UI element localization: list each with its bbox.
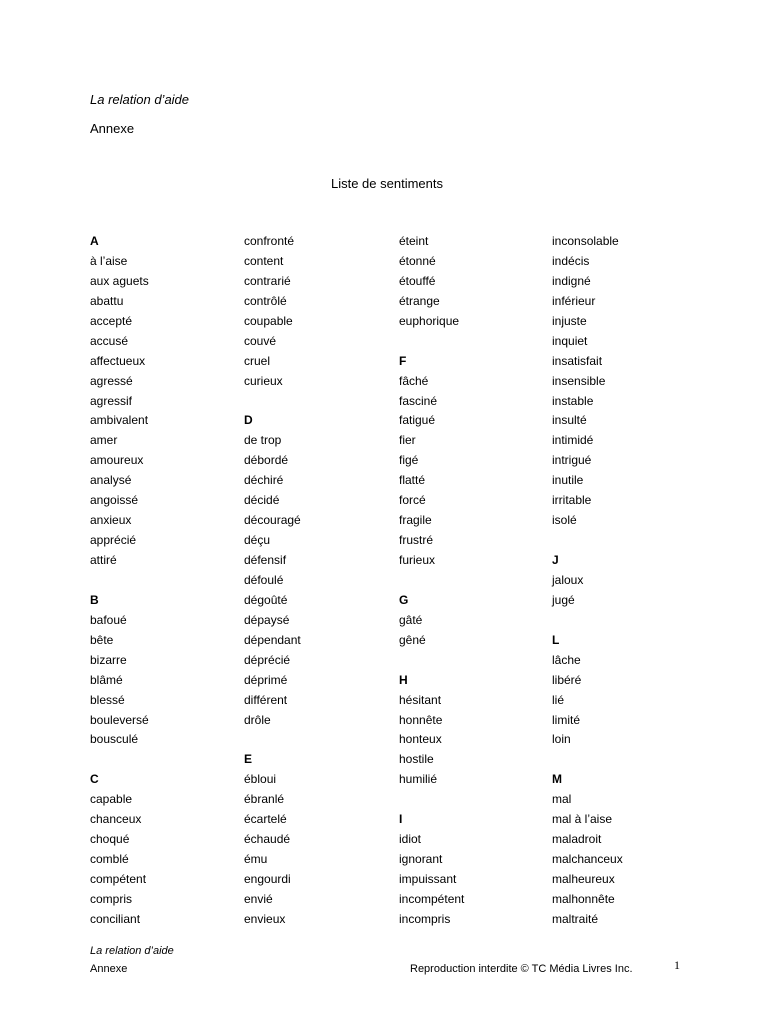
feeling-word: fier [399,433,416,448]
section-letter: J [552,553,559,567]
feeling-word: honnête [399,712,443,727]
feeling-word: injuste [552,313,587,328]
feeling-word: mal à l’aise [552,812,613,827]
feeling-word: loin [552,732,571,747]
feeling-word: défoulé [244,572,284,587]
feeling-word: mal [552,792,572,807]
feeling-word: ébranlé [244,792,285,807]
feeling-word: lâche [552,652,581,667]
feeling-word: défensif [244,553,287,567]
section-letter: G [399,592,409,607]
feeling-word: capable [90,792,133,807]
spacer [399,790,549,810]
feeling-word: fragile [399,513,432,528]
feeling-word: hésitant [399,692,442,707]
spacer [90,750,240,770]
section-letter: I [399,812,403,827]
feeling-word: aux aguets [90,273,149,288]
feeling-word: content [244,253,284,268]
section-letter: D [244,413,253,428]
feeling-word: agressé [90,373,133,388]
feeling-word: engourdi [244,872,291,886]
feeling-word: idiot [399,832,422,847]
feeling-word: fasciné [399,393,438,408]
feeling-word: limité [552,712,581,727]
feeling-word: malchanceux [552,852,623,867]
feeling-word: insatisfait [552,353,603,368]
feeling-word: déchiré [244,473,284,488]
spacer [552,531,702,551]
feeling-word: cruel [244,353,271,368]
feeling-word: ému [244,852,268,867]
feeling-word: flatté [399,473,426,488]
feeling-word: intimidé [552,433,594,448]
feeling-word: incompétent [399,891,465,906]
feeling-word: maltraité [552,911,599,926]
feeling-word: attiré [90,553,117,567]
feeling-word: lié [552,692,565,707]
list-title-text: Liste de sentiments [330,176,443,191]
feeling-word: malhonnête [552,891,615,906]
feeling-word: couvé [244,333,277,348]
feeling-word: étrange [399,293,440,308]
feeling-word: affectueux [90,353,146,368]
feeling-word: bousculé [90,732,139,747]
feeling-word: malheureux [552,872,615,886]
feeling-word: hostile [399,752,434,767]
feeling-word: maladroit [552,832,602,847]
feeling-word: insulté [552,413,587,428]
feeling-word: drôle [244,712,271,727]
feeling-word: frustré [399,533,434,548]
feeling-word: confronté [244,234,295,248]
feeling-word: agressif [90,393,133,408]
feeling-word: écartelé [244,812,287,827]
feeling-word: accusé [90,333,129,348]
footer-subtitle: Annexe [90,963,128,975]
feeling-word: blessé [90,692,125,707]
footer-copyright: Reproduction interdite © TC Média Livres Inc. [410,963,633,975]
feeling-word: fatigué [399,413,436,428]
feeling-word: irritable [552,493,592,508]
feeling-word: ébloui [244,772,277,787]
feeling-word: débordé [244,453,289,468]
feeling-word: libéré [552,672,582,687]
spacer [244,730,394,750]
feeling-word: anxieux [90,513,132,528]
spacer [399,651,549,671]
document-title: La relation d’aide [90,92,190,107]
feeling-word: déprécié [244,652,291,667]
feeling-word: inférieur [552,293,596,308]
column-4 [552,232,702,930]
feeling-word: coupable [244,313,293,328]
feeling-word: échaudé [244,832,291,847]
spacer [552,750,702,770]
section-letter: M [552,772,562,787]
feeling-word: conciliant [90,911,141,926]
feeling-word: différent [244,692,288,707]
feeling-word: inconsolable [552,234,619,248]
feeling-word: de trop [244,433,282,448]
column-2 [244,232,394,930]
column-1 [90,232,240,930]
list-title [0,176,768,191]
section-letter: C [90,772,99,787]
feeling-word: furieux [399,553,436,567]
feeling-word: ambivalent [90,413,149,428]
feeling-word: comblé [90,852,129,867]
document-subtitle: Annexe [90,121,135,136]
feeling-word: isolé [552,513,577,528]
spacer [90,571,240,591]
feeling-word: bouleversé [90,712,149,727]
feeling-word: choqué [90,832,130,847]
feeling-word: bête [90,632,114,647]
feeling-word: inutile [552,473,584,488]
feeling-word: inquiet [552,333,588,348]
feeling-word: contrôlé [244,293,287,308]
spacer [552,611,702,631]
spacer [399,332,549,352]
feeling-word: insensible [552,373,606,388]
section-letter: B [90,592,99,607]
feeling-word: étonné [399,253,436,268]
feeling-word: ignorant [399,852,443,867]
feeling-word: déprimé [244,672,288,687]
feeling-word: gâté [399,612,423,627]
feeling-word: compétent [90,872,147,886]
page-number: 1 [674,958,680,972]
feeling-word: figé [399,453,419,468]
feeling-word: gêné [399,632,426,647]
feeling-word: forcé [399,493,426,508]
section-letter: H [399,672,408,687]
feeling-word: curieux [244,373,283,388]
feeling-word: dépendant [244,632,301,647]
feeling-word: euphorique [399,313,460,328]
feeling-word: envieux [244,911,286,926]
feeling-word: jugé [552,592,575,607]
feeling-word: bizarre [90,652,127,667]
feeling-word: déçu [244,533,271,548]
feelings-columns [0,232,768,932]
feeling-word: instable [552,393,594,408]
feeling-word: décidé [244,493,280,508]
feeling-word: compris [90,891,133,906]
section-letter: A [90,234,99,248]
feeling-word: humilié [399,772,438,787]
feeling-word: dépaysé [244,612,290,627]
feeling-word: contrarié [244,273,291,288]
feeling-word: abattu [90,293,124,308]
feeling-word: envié [244,891,273,906]
section-letter: E [244,752,253,767]
footer-title: La relation d’aide [90,945,174,957]
feeling-word: blâmé [90,672,123,687]
feeling-word: indécis [552,253,590,268]
spacer [244,392,394,412]
feeling-word: angoissé [90,493,139,508]
feeling-word: accepté [90,313,133,328]
feeling-word: incompris [399,911,451,926]
spacer [399,571,549,591]
feeling-word: amer [90,433,118,448]
feeling-word: jaloux [552,572,584,587]
feeling-word: intrigué [552,453,592,468]
feeling-word: analysé [90,473,132,488]
feeling-word: amoureux [90,453,144,468]
section-letter: L [552,632,560,647]
column-3 [399,232,549,930]
feeling-word: découragé [244,513,301,528]
feeling-word: dégoûté [244,592,288,607]
section-letter: F [399,353,407,368]
feeling-word: chanceux [90,812,142,827]
feeling-word: éteint [399,234,429,248]
feeling-word: apprécié [90,533,137,548]
feeling-word: étouffé [399,273,436,288]
feeling-word: impuissant [399,872,457,886]
feeling-word: bafoué [90,612,127,627]
feeling-word: indigné [552,273,591,288]
feeling-word: à l’aise [90,253,128,268]
feeling-word: honteux [399,732,442,747]
feeling-word: fâché [399,373,429,388]
